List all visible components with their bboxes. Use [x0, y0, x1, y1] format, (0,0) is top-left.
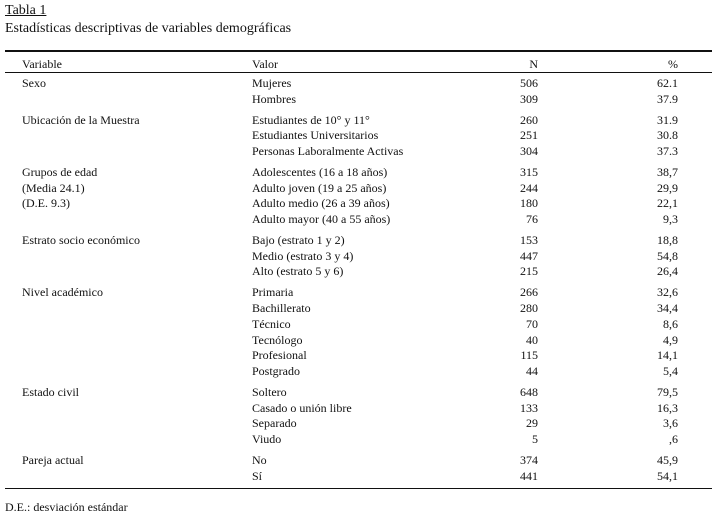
bottom-rule: [5, 488, 712, 489]
table-row: [0, 348, 712, 364]
cell-n: 506: [520, 76, 538, 90]
table-row: [0, 385, 712, 401]
cell-valor: Casado o unión libre: [252, 400, 352, 415]
variable-line: Ubicación de la Muestra: [22, 112, 140, 127]
table-body: [0, 76, 712, 490]
variable-line: Nivel académico: [22, 285, 103, 300]
cell-valor: Postgrado: [252, 363, 300, 378]
cell-n: 115: [520, 348, 538, 363]
cell-valor: Soltero: [252, 384, 287, 399]
cell-pct: 5,4: [663, 363, 678, 378]
table-group: [0, 165, 712, 228]
table-row: [0, 249, 712, 265]
header-n: N: [529, 57, 538, 71]
table-row: [0, 113, 712, 129]
cell-n: 251: [520, 128, 538, 143]
header-rule: [5, 72, 712, 73]
cell-pct: 4,9: [663, 332, 678, 347]
cell-n: 648: [520, 384, 538, 399]
cell-pct: ,6: [669, 431, 678, 446]
cell-n: 40: [526, 332, 538, 347]
table-row: [0, 453, 712, 469]
table-row: [0, 212, 712, 228]
cell-n: 280: [520, 301, 538, 316]
cell-pct: 37.9: [657, 91, 678, 106]
table-group: [0, 285, 712, 379]
table-group: [0, 385, 712, 448]
table-row: [0, 333, 712, 349]
cell-n: 44: [526, 363, 538, 378]
table-row: [0, 416, 712, 432]
cell-n: 315: [520, 165, 538, 180]
table-row: [0, 364, 712, 380]
cell-pct: 14,1: [657, 348, 678, 363]
variable-line: Grupos de edad: [22, 165, 98, 180]
cell-pct: 16,3: [657, 400, 678, 415]
cell-pct: 30.8: [657, 128, 678, 143]
cell-valor: Personas Laboralmente Activas: [252, 144, 404, 159]
cell-valor: Estudiantes Universitarios: [252, 128, 379, 143]
cell-n: 180: [520, 196, 538, 211]
cell-valor: Hombres: [252, 91, 296, 106]
table-row: [0, 92, 712, 108]
cell-n: 70: [526, 316, 538, 331]
variable-line: Pareja actual: [22, 452, 84, 467]
cell-valor: Técnico: [252, 316, 291, 331]
cell-valor: Bachillerato: [252, 301, 311, 316]
cell-pct: 3,6: [663, 416, 678, 431]
table-group: [0, 233, 712, 280]
cell-valor: Alto (estrato 5 y 6): [252, 264, 344, 279]
cell-n: 76: [526, 212, 538, 227]
cell-pct: 31.9: [657, 112, 678, 127]
cell-n: 153: [520, 233, 538, 248]
table-row: [0, 264, 712, 280]
cell-pct: 34,4: [657, 301, 678, 316]
cell-n: 266: [520, 285, 538, 300]
table-row: [0, 233, 712, 249]
cell-pct: 79,5: [657, 384, 678, 399]
table-group: [0, 76, 712, 107]
variable-line: Estado civil: [22, 384, 79, 399]
variable-line: (Media 24.1): [22, 180, 85, 195]
header-valor: Valor: [252, 57, 278, 71]
cell-valor: Adulto medio (26 a 39 años): [252, 196, 390, 211]
cell-n: 260: [520, 112, 538, 127]
table-number: Tabla 1: [5, 3, 47, 18]
cell-valor: Adulto joven (19 a 25 años): [252, 180, 387, 195]
table-row: [0, 196, 712, 212]
table-row: [0, 432, 712, 448]
cell-pct: 8,6: [663, 316, 678, 331]
cell-pct: 38,7: [657, 165, 678, 180]
cell-valor: Separado: [252, 416, 297, 431]
cell-pct: 32,6: [657, 285, 678, 300]
table-header: [0, 57, 712, 72]
table-row: [0, 301, 712, 317]
cell-valor: Viudo: [252, 431, 282, 446]
cell-valor: Estudiantes de 10° y 11°: [252, 112, 370, 127]
table-row: [0, 76, 712, 92]
cell-pct: 26,4: [657, 264, 678, 279]
cell-n: 29: [526, 416, 538, 431]
table-row: [0, 469, 712, 485]
cell-n: 215: [520, 264, 538, 279]
variable-line: (D.E. 9.3): [22, 196, 70, 211]
cell-pct: 37.3: [657, 144, 678, 159]
cell-n: 309: [520, 91, 538, 106]
cell-n: 374: [520, 452, 538, 467]
cell-pct: 18,8: [657, 233, 678, 248]
top-rule: [5, 50, 712, 52]
cell-pct: 29,9: [657, 180, 678, 195]
table-caption: Estadísticas descriptivas de variables demográficas: [5, 21, 292, 36]
cell-valor: Adolescentes (16 a 18 años): [252, 165, 388, 180]
table-group: [0, 113, 712, 160]
cell-n: 5: [532, 431, 538, 446]
cell-n: 304: [520, 144, 538, 159]
cell-valor: Profesional: [252, 348, 307, 363]
table-row: [0, 285, 712, 301]
footnote: D.E.: desviación estándar: [5, 500, 128, 514]
table-row: [0, 165, 712, 181]
cell-n: 441: [520, 468, 538, 483]
table-row: [0, 144, 712, 160]
cell-pct: 45,9: [657, 452, 678, 467]
cell-valor: Medio (estrato 3 y 4): [252, 248, 354, 263]
cell-n: 244: [520, 180, 538, 195]
table-row: [0, 401, 712, 417]
cell-pct: 9,3: [663, 212, 678, 227]
table-row: [0, 181, 712, 197]
cell-valor: Bajo (estrato 1 y 2): [252, 233, 345, 248]
table-row: [0, 317, 712, 333]
cell-valor: Sí: [252, 468, 263, 483]
cell-valor: Adulto mayor (40 a 55 años): [252, 212, 391, 227]
table-row: [0, 128, 712, 144]
header-pct: %: [668, 57, 678, 71]
cell-n: 133: [520, 400, 538, 415]
cell-valor: No: [252, 452, 267, 467]
cell-pct: 22,1: [657, 196, 678, 211]
variable-line: Estrato socio económico: [22, 233, 140, 248]
cell-pct: 54,1: [657, 468, 678, 483]
cell-valor: Tecnólogo: [252, 332, 303, 347]
variable-line: Sexo: [22, 76, 46, 90]
cell-pct: 62.1: [657, 76, 678, 90]
table-group: [0, 453, 712, 484]
header-variable: Variable: [22, 57, 62, 71]
cell-valor: Primaria: [252, 285, 294, 300]
cell-valor: Mujeres: [252, 76, 292, 90]
cell-n: 447: [520, 248, 538, 263]
cell-pct: 54,8: [657, 248, 678, 263]
